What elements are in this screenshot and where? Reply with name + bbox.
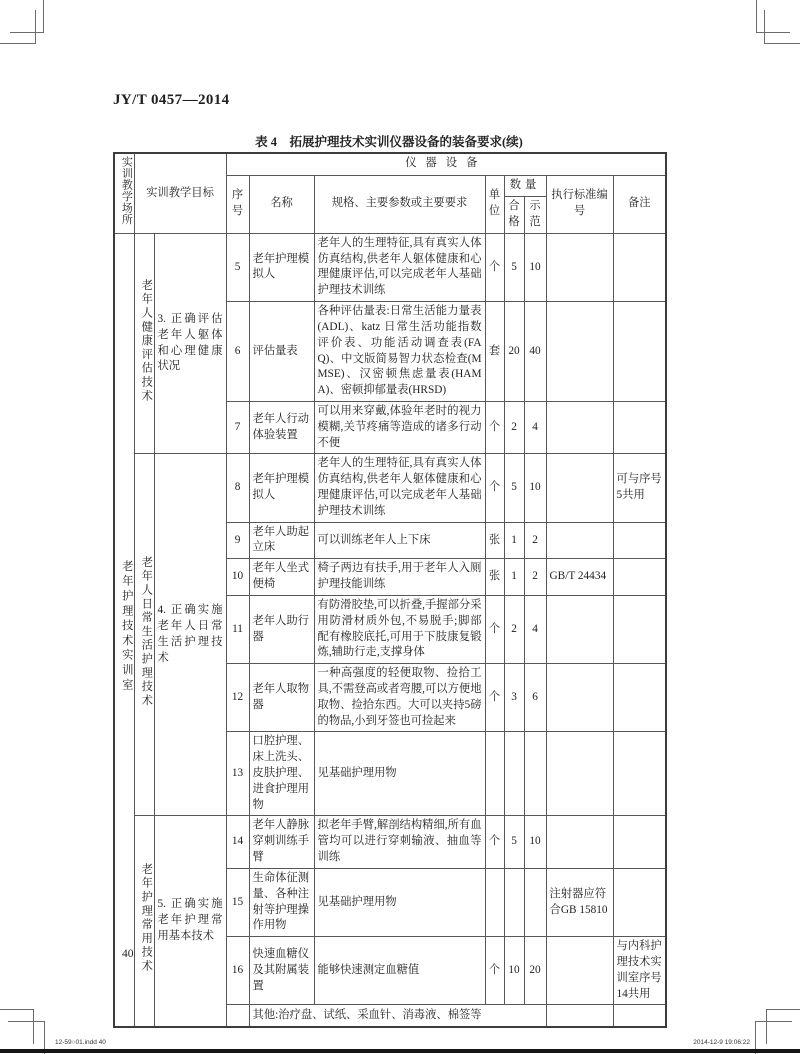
cell-unit: 张	[485, 522, 504, 559]
cell-group-label: 老年人健康评估技术	[134, 233, 154, 454]
crop-mark-top-left-icon	[0, 10, 36, 44]
cell-name: 快速血糖仪及其附属装置	[249, 937, 314, 1005]
cell-qty-pass: 3	[504, 664, 524, 732]
cell-qty-demo	[524, 868, 546, 936]
equipment-table	[113, 152, 667, 1028]
cell-group-label: 老年人日常生活护理技术	[134, 454, 154, 816]
cell-spec: 老年人的生理特征,具有真实人体仿真结构,供老年人躯体健康和心理健康评估,可以完成老年人基础护理技术训练	[314, 233, 485, 301]
standard-code: JY/T 0457—2014	[113, 92, 230, 108]
col-header-qty: 数量	[504, 175, 546, 197]
cell-serial: 16	[226, 937, 249, 1005]
cell-name: 评估量表	[249, 302, 314, 402]
cell-spec: 各种评估量表:日常生活能力量表(ADL)、katz 日常生活功能指数评价表、功能活动调查表(FAQ)、中文版简易智力状态检查(MMSE)、汉密顿焦虑量表(HAMA)、密顿抑郁量表(HRSD)	[314, 302, 485, 402]
cell-standard: 注射器应符合GB 15810	[546, 868, 613, 936]
cell-remark: 可与序号5共用	[613, 454, 666, 522]
cell-spec: 可以用来穿戴,体验年老时的视力模糊,关节疼痛等造成的诸多行动不便	[314, 401, 485, 453]
table-row	[114, 816, 666, 868]
col-header-goal: 实训教学目标	[134, 153, 226, 233]
page-number: 40	[122, 948, 134, 960]
cell-unit: 个	[485, 816, 504, 868]
cell-spec: 老年人的生理特征,具有真实人体仿真结构,供老年人躯体健康和心理健康评估,可以完成老年人基础护理技术训练	[314, 454, 485, 522]
imprint-timestamp: 2014-12-9 19:06:22	[693, 1039, 750, 1046]
cell-name: 老年人取物器	[249, 664, 314, 732]
crop-mark-bottom-left-icon	[0, 1009, 34, 1044]
cell-qty-demo: 10	[524, 454, 546, 522]
cell-unit: 个	[485, 937, 504, 1005]
cell-unit	[485, 732, 504, 816]
cell-qty-demo: 4	[524, 595, 546, 663]
cell-spec: 有防滑胶垫,可以折叠,手握部分采用防滑材质外包,不易脱手;脚部配有橡胶底托,可用于下肢康复锻炼,辅助行走,支撑身体	[314, 595, 485, 663]
cell-teaching-goal: 3. 正确评估老年人躯体和心理健康状况	[154, 233, 226, 454]
cell-standard	[546, 595, 613, 663]
col-header-qty-demo: 示范	[524, 197, 546, 234]
cell-serial: 10	[226, 559, 249, 596]
col-header-standard: 执行标准编号	[546, 175, 613, 233]
cell-qty-demo	[524, 732, 546, 816]
cell-serial: 9	[226, 522, 249, 559]
cell-qty-demo: 10	[524, 233, 546, 301]
cell-remark	[613, 595, 666, 663]
cell-qty-pass: 5	[504, 454, 524, 522]
cell-name: 老年人静脉穿刺训练手臂	[249, 816, 314, 868]
cell-standard	[546, 401, 613, 453]
cell-qty-pass: 2	[504, 595, 524, 663]
cell-standard	[546, 664, 613, 732]
cell-remark	[613, 401, 666, 453]
cell-qty-demo: 40	[524, 302, 546, 402]
cell-remark	[613, 302, 666, 402]
col-header-name: 名称	[249, 175, 314, 233]
cell-standard	[546, 1005, 613, 1027]
cell-training-room: 老年护理技术实训室	[114, 233, 134, 1027]
cell-standard	[546, 302, 613, 402]
table-row	[114, 233, 666, 301]
col-header-equipment: 仪器设备	[226, 153, 666, 175]
cell-standard	[546, 522, 613, 559]
cell-qty-demo: 6	[524, 664, 546, 732]
cell-remark	[613, 559, 666, 596]
cell-unit: 个	[485, 454, 504, 522]
col-header-place: 实训教学场所	[114, 153, 134, 233]
cell-unit: 个	[485, 595, 504, 663]
cell-qty-pass	[504, 732, 524, 816]
cell-qty-pass: 1	[504, 522, 524, 559]
cell-serial: 11	[226, 595, 249, 663]
cell-teaching-goal: 5. 正确实施老年护理常用基本技术	[154, 816, 226, 1027]
cell-unit: 个	[485, 664, 504, 732]
cell-serial: 14	[226, 816, 249, 868]
cell-spec: 拟老年手臂,解剖结构精细,所有血管均可以进行穿刺输液、抽血等训练	[314, 816, 485, 868]
cell-remark	[613, 868, 666, 936]
cell-remark	[613, 664, 666, 732]
cell-name: 老年护理模拟人	[249, 233, 314, 301]
col-header-spec: 规格、主要参数或主要要求	[314, 175, 485, 233]
cell-name: 口腔护理、床上洗头、皮肤护理、进食护理用物	[249, 732, 314, 816]
cell-qty-pass	[504, 868, 524, 936]
cell-remark	[613, 732, 666, 816]
cell-qty-demo: 10	[524, 816, 546, 868]
cell-qty-pass: 2	[504, 401, 524, 453]
cell-qty-pass: 20	[504, 302, 524, 402]
cell-serial: 15	[226, 868, 249, 936]
cell-serial: 6	[226, 302, 249, 402]
col-header-remark: 备注	[613, 175, 666, 233]
crop-mark-top-right-icon	[764, 10, 800, 44]
table-title: 表 4 拓展护理技术实训仪器设备的装备要求(续)	[255, 135, 523, 149]
cell-unit: 套	[485, 302, 504, 402]
cell-standard: GB/T 24434	[546, 559, 613, 596]
cell-qty-pass: 5	[504, 816, 524, 868]
cell-unit: 个	[485, 233, 504, 301]
cell-remark	[613, 233, 666, 301]
cell-qty-demo: 20	[524, 937, 546, 1005]
crop-mark-bottom-right-icon	[766, 1009, 800, 1044]
imprint-filename: 12-59○01.indd 40	[55, 1039, 106, 1046]
cell-other-items: 其他:治疗盘、试纸、采血针、消毒液、棉签等	[249, 1005, 546, 1027]
table-row	[114, 454, 666, 522]
cell-unit: 张	[485, 559, 504, 596]
col-header-unit: 单位	[485, 175, 504, 233]
cell-serial: 7	[226, 401, 249, 453]
cell-name: 老年人助起立床	[249, 522, 314, 559]
cell-standard	[546, 732, 613, 816]
cell-serial	[226, 1005, 249, 1027]
cell-serial: 8	[226, 454, 249, 522]
cell-serial: 12	[226, 664, 249, 732]
cell-teaching-goal: 4. 正确实施老年人日常生活护理技术	[154, 454, 226, 816]
col-header-no: 序号	[226, 175, 249, 233]
cell-qty-pass: 5	[504, 233, 524, 301]
cell-remark	[613, 1005, 666, 1027]
cell-remark	[613, 522, 666, 559]
cell-name: 老年人行动体验装置	[249, 401, 314, 453]
cell-standard	[546, 816, 613, 868]
cell-name: 老年人坐式便椅	[249, 559, 314, 596]
cell-qty-pass: 10	[504, 937, 524, 1005]
cell-unit: 个	[485, 401, 504, 453]
cell-standard	[546, 233, 613, 301]
cell-serial: 5	[226, 233, 249, 301]
cell-remark	[613, 816, 666, 868]
cell-spec: 一种高强度的轻便取物、捡拾工具,不需登高或者弯腰,可以方便地取物、捡拾东西。大可以夹持5磅的物品,小到牙签也可捡起来	[314, 664, 485, 732]
cell-group-label: 老年护理常用技术	[134, 816, 154, 1027]
cell-name: 老年护理模拟人	[249, 454, 314, 522]
cell-spec: 椅子两边有扶手,用于老年人入厕护理技能训练	[314, 559, 485, 596]
cell-spec: 能够快速测定血糖值	[314, 937, 485, 1005]
cell-unit	[485, 868, 504, 936]
cell-standard	[546, 454, 613, 522]
cell-standard	[546, 937, 613, 1005]
cell-name: 生命体征测量、各种注射等护理操作用物	[249, 868, 314, 936]
cell-qty-demo: 2	[524, 559, 546, 596]
cell-qty-demo: 2	[524, 522, 546, 559]
page-bottom-rule	[0, 1049, 800, 1053]
table-header-row	[114, 153, 666, 175]
cell-serial: 13	[226, 732, 249, 816]
cell-spec: 可以训练老年人上下床	[314, 522, 485, 559]
cell-spec: 见基础护理用物	[314, 868, 485, 936]
cell-qty-demo: 4	[524, 401, 546, 453]
cell-name: 老年人助行器	[249, 595, 314, 663]
cell-remark: 与内科护理技术实训室序号14共用	[613, 937, 666, 1005]
cell-qty-pass: 1	[504, 559, 524, 596]
col-header-qty-pass: 合格	[504, 197, 524, 234]
cell-spec: 见基础护理用物	[314, 732, 485, 816]
